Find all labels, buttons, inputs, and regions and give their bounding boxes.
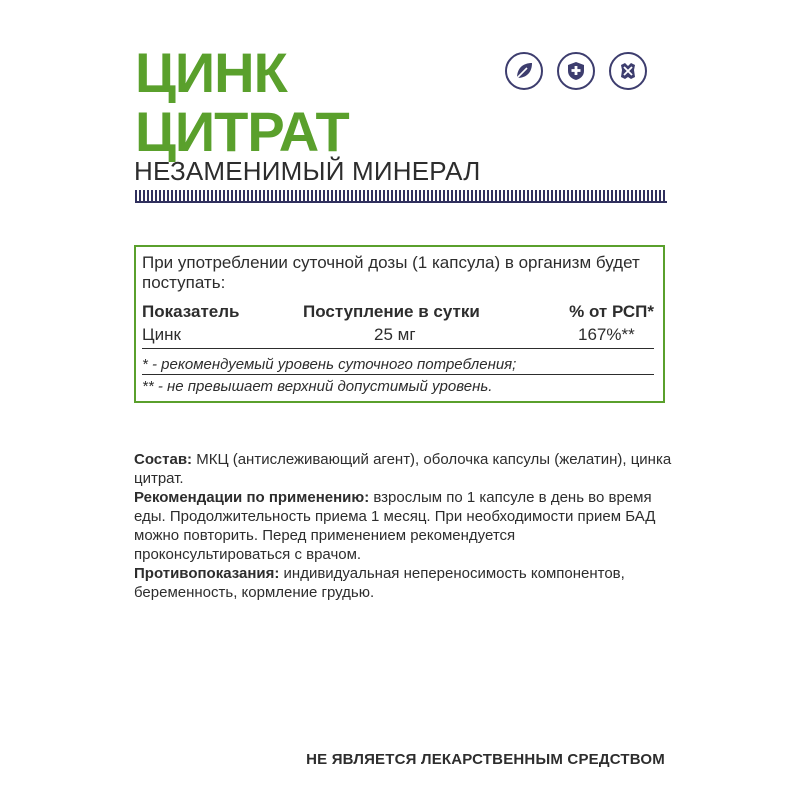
header-indicator: Показатель xyxy=(142,302,240,321)
product-subtitle: НЕЗАМЕНИМЫЙ МИНЕРАЛ xyxy=(134,156,481,186)
table-divider-1 xyxy=(142,348,654,349)
composition-label: Состав: xyxy=(134,451,193,468)
disclaimer-footer: НЕ ЯВЛЯЕТСЯ ЛЕКАРСТВЕННЫМ СРЕДСТВОМ xyxy=(306,751,665,768)
badge-row xyxy=(505,52,647,90)
shield-plus-icon xyxy=(557,52,595,90)
product-title-line2: ЦИТРАТ xyxy=(135,100,349,163)
nutrition-intro: При употреблении суточной дозы (1 капсула) в организм будет поступать: xyxy=(142,253,640,292)
product-title-line1: ЦИНК xyxy=(135,41,287,104)
no-animal-icon xyxy=(609,52,647,90)
contraindications-text: индивидуальная непереносимость компонентов, беременность, кормление грудью. xyxy=(134,565,625,601)
table-divider-2 xyxy=(142,374,654,375)
row-daily-zinc: 25 мг xyxy=(374,325,416,344)
contraindications-paragraph xyxy=(134,564,674,602)
header-percent-rsp: % от РСП* xyxy=(569,302,654,321)
product-description xyxy=(134,450,674,602)
usage-text: взрослым по 1 капсуле в день во время еды. Продолжительность приема 1 месяц. При необходимости прием БАД можно повторить. Перед применением рекомендуется проконсультироваться с врачом. xyxy=(134,489,656,563)
leaf-icon xyxy=(505,52,543,90)
header-daily-intake: Поступление в сутки xyxy=(303,302,480,321)
footnote-upper-limit: ** - не превышает верхний допустимый уровень. xyxy=(142,378,493,395)
stripe-underline xyxy=(135,201,667,203)
footnote-rsp: * - рекомендуемый уровень суточного потребления; xyxy=(142,356,517,373)
composition-text: МКЦ (антислеживающий агент), оболочка капсулы (желатин), цинка цитрат. xyxy=(134,451,672,487)
composition-paragraph xyxy=(134,450,674,488)
usage-label: Рекомендации по применению: xyxy=(134,489,370,506)
usage-paragraph xyxy=(134,488,674,564)
row-percent-zinc: 167%** xyxy=(578,325,635,344)
contraindications-label: Противопоказания: xyxy=(134,565,280,582)
row-indicator-zinc: Цинк xyxy=(142,325,181,344)
